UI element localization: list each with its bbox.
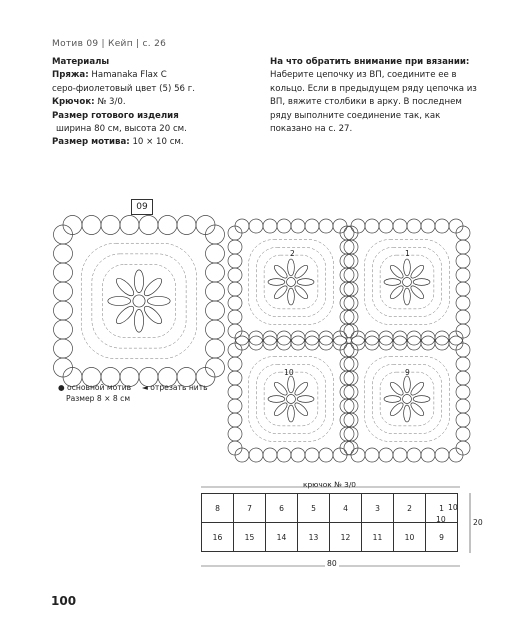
layout-scheme	[201, 493, 458, 552]
hook-value: № 3/0.	[97, 97, 126, 108]
motif-label: Размер мотива:	[52, 137, 130, 148]
join-number-10: 10	[284, 368, 294, 377]
height-label: 20	[473, 518, 483, 527]
width-label: 80	[327, 559, 337, 568]
single-motif-chart	[54, 216, 225, 387]
cell-width-label: 10	[436, 515, 446, 524]
yarn-value: Hamanaka Flax C	[91, 70, 167, 81]
layout-cell: 13	[298, 523, 330, 552]
layout-cell: 16	[202, 523, 234, 552]
layout-cell: 10	[394, 523, 426, 552]
page-header: Мотив 09 | Кейп | с. 26	[52, 39, 167, 49]
layout-cell: 14	[266, 523, 298, 552]
layout-cell: 1	[426, 494, 458, 523]
motif-number-box: 09	[131, 199, 153, 215]
join-number-2: 2	[290, 249, 295, 258]
motif-value: 10 × 10 см.	[132, 137, 184, 148]
layout-cell: 12	[330, 523, 362, 552]
page-number: 100	[51, 594, 77, 608]
joined-motifs-chart	[228, 219, 470, 462]
layout-cell: 7	[234, 494, 266, 523]
layout-cell: 2	[394, 494, 426, 523]
cell-height-label: 10	[448, 503, 458, 512]
size-value: ширина 80 см, высота 20 см.	[56, 124, 187, 135]
legend-size: Размер 8 × 8 см	[66, 394, 131, 403]
notes-text: Наберите цепочку из ВП, соедините ее в кольцо. Если в предыдущем ряду цепочка из ВП, вяжите столбики в арку. В последнем ряду выполните соединение так, как показано на с. 27.	[270, 70, 477, 135]
layout-cell: 5	[298, 494, 330, 523]
hook-size-label: крючок № 3/0	[303, 480, 357, 489]
hook-label: Крючок:	[52, 97, 95, 108]
layout-cell: 9	[426, 523, 458, 552]
layout-cell: 4	[330, 494, 362, 523]
layout-cell: 11	[362, 523, 394, 552]
yarn-label: Пряжа:	[52, 70, 89, 81]
materials-title: Материалы	[52, 57, 110, 67]
legend-cut: ◄ отрезать нить	[142, 383, 208, 392]
notes-title: На что обратить внимание при вязании:	[270, 57, 470, 67]
layout-cell: 8	[202, 494, 234, 523]
legend-main: ● основной мотив	[58, 383, 132, 392]
join-number-9: 9	[405, 368, 410, 377]
layout-cell: 6	[266, 494, 298, 523]
size-label: Размер готового изделия	[52, 110, 179, 121]
layout-cell: 3	[362, 494, 394, 523]
layout-cell: 15	[234, 523, 266, 552]
yarn-color: серо-фиолетовый цвет (5) 56 г.	[52, 83, 195, 94]
legend-cut-label: отрезать нить	[150, 383, 208, 392]
join-number-1: 1	[405, 249, 410, 258]
legend-main-label: основной мотив	[67, 383, 132, 392]
